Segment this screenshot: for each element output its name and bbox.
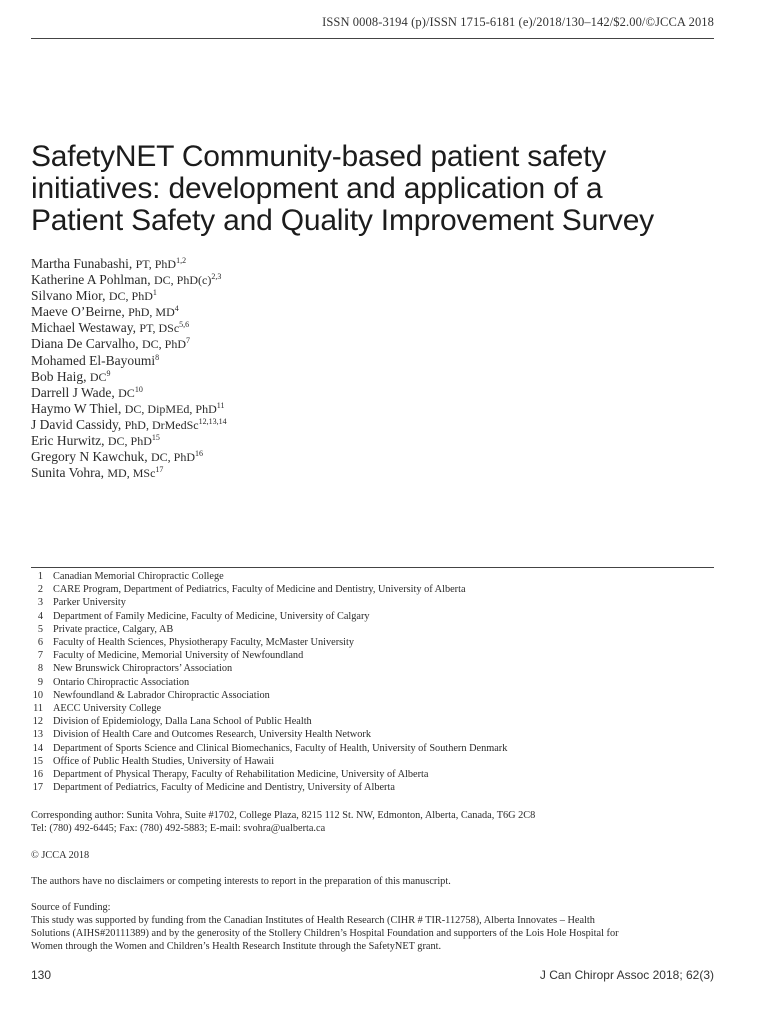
affiliation-number: 7 bbox=[37, 650, 43, 662]
affiliation-entry bbox=[31, 596, 507, 609]
affiliation-number: 4 bbox=[37, 610, 43, 622]
affiliation-number: 8 bbox=[37, 663, 43, 675]
affiliation-number: 13 bbox=[32, 729, 43, 741]
affiliation-text: Canadian Memorial Chiropractic College bbox=[53, 571, 224, 582]
author-affiliation-marker: 15 bbox=[151, 433, 160, 443]
author-entry: Katherine A Pohlman, DC, $PhD(c)^{2,3}$ bbox=[31, 272, 222, 288]
author-affiliation-marker: 1,2 bbox=[176, 256, 187, 265]
author-name: Diana De Carvalho bbox=[31, 336, 136, 352]
affiliation-entry bbox=[31, 768, 507, 781]
author-name: Eric Hurwitz bbox=[31, 433, 102, 449]
author-name: J David Cassidy bbox=[31, 416, 118, 432]
author-entry: Maeve O’Beirne, PhD, $MD^4$ bbox=[31, 304, 179, 320]
author-degrees: DC bbox=[89, 369, 107, 384]
affiliation-text: Department of Physical Therapy, Faculty of Rehabilitation Medicine, University of Alberta bbox=[53, 769, 429, 781]
affiliation-text: New Brunswick Chiropractors’ Association bbox=[53, 663, 233, 675]
author-affiliation-marker: 11 bbox=[216, 400, 225, 410]
author-degrees: PT, PhD bbox=[135, 257, 177, 271]
issn-header: ISSN 0008-3194 (p)/ISSN 1715-6181 (e)/2018/130–142/$2.00/©JCCA 2018 bbox=[322, 15, 714, 29]
funding-heading: Source of Funding: bbox=[31, 902, 111, 913]
affiliation-number: 16 bbox=[32, 769, 43, 781]
author-affiliation-marker: 4 bbox=[174, 304, 179, 314]
author-affiliation-marker: 12,13,14 bbox=[198, 416, 227, 426]
affiliation-number: 14 bbox=[32, 742, 43, 754]
affiliation-number: 5 bbox=[37, 623, 43, 635]
author-degrees: DC, PhD bbox=[108, 289, 153, 304]
disclaimer-statement: The authors have no disclaimers or competing interests to report in the preparation of this manuscript. bbox=[31, 876, 451, 887]
author-degrees: DC, PhD bbox=[150, 450, 195, 465]
corresponding-author bbox=[31, 809, 701, 835]
author-entry: Gregory N Kawchuk, DC, PhD$^{16}$ bbox=[31, 449, 203, 465]
page-number: 130 bbox=[31, 968, 52, 982]
author-affiliation-marker: 17 bbox=[155, 465, 164, 475]
correspondence-address: Corresponding author: Sunita Vohra, Suite #1702, College Plaza, 8215 112 St. NW, Edmonton, Alberta, Canada, T6G 2C8 bbox=[31, 810, 536, 821]
affiliation-number: 9 bbox=[37, 676, 43, 688]
author-name: Katherine A Pohlman bbox=[31, 272, 148, 288]
affiliation-entry bbox=[31, 781, 507, 794]
article-title bbox=[31, 141, 731, 237]
affiliation-entry bbox=[31, 702, 507, 715]
journal-citation: J Can Chiropr Assoc 2018; 62(3) bbox=[539, 968, 714, 982]
affiliation-text: Faculty of Medicine, Memorial University of Newfoundland bbox=[53, 650, 304, 662]
author-affiliation-marker: 9 bbox=[106, 368, 111, 378]
affiliation-number: 12 bbox=[32, 716, 43, 728]
affiliation-entry bbox=[31, 662, 507, 675]
author-name: Darrell J Wade bbox=[31, 384, 112, 400]
affiliation-text: Newfoundland & Labrador Chiropractic Association bbox=[53, 689, 270, 701]
author-degrees: DC, PhD bbox=[107, 434, 152, 449]
affiliation-number: 2 bbox=[37, 584, 43, 596]
affiliation-text: Faculty of Health Sciences, Physiotherapy Faculty, McMaster University bbox=[53, 637, 355, 649]
affiliation-number: 3 bbox=[37, 597, 43, 609]
author-name: Mohamed El-Bayoumi bbox=[31, 352, 156, 368]
affiliation-text: Ontario Chiropractic Association bbox=[53, 676, 190, 688]
title-line: Patient Safety and Quality Improvement Survey bbox=[31, 204, 654, 237]
affiliation-entry bbox=[31, 649, 507, 662]
affiliation-text: Private practice, Calgary, AB bbox=[53, 623, 174, 635]
author-affiliation-marker: 5,6 bbox=[179, 320, 190, 330]
author-degrees: DC, PhD bbox=[141, 337, 186, 352]
author-affiliation-marker: 7 bbox=[185, 336, 190, 346]
author-degrees: DC bbox=[118, 385, 135, 400]
affiliation-text: CARE Program, Department of Pediatrics, Faculty of Medicine and Dentistry, University of Alberta bbox=[53, 584, 466, 596]
affiliation-entry bbox=[31, 610, 507, 623]
affiliation-number: 11 bbox=[33, 703, 43, 715]
funding-line: This study was supported by funding from the Canadian Institutes of Health Research (CIHR # TIR-112758), Alberta Innovates – Health bbox=[31, 915, 595, 926]
author-degrees: MD, MSc bbox=[107, 466, 156, 481]
affiliation-entry bbox=[31, 636, 507, 649]
title-line: SafetyNET Community-based patient safety bbox=[31, 140, 607, 173]
author-entry: Sunita Vohra, MD, MSc$^{17}$ bbox=[31, 465, 164, 481]
affiliation-entry bbox=[31, 728, 507, 741]
affiliation-entry bbox=[31, 570, 507, 583]
author-name: Bob Haig bbox=[31, 368, 84, 384]
author-name: Gregory N Kawchuk bbox=[31, 449, 145, 465]
affiliation-text: Department of Pediatrics, Faculty of Medicine and Dentistry, University of Alberta bbox=[53, 782, 395, 794]
affiliation-text: Division of Epidemiology, Dalla Lana School of Public Health bbox=[53, 716, 312, 728]
author-entry: Diana De Carvalho, DC, PhD$^7$ bbox=[31, 336, 190, 352]
author-list bbox=[31, 256, 227, 481]
author-entry: Eric Hurwitz, DC, PhD$^{15}$ bbox=[31, 433, 160, 449]
affiliation-entry bbox=[31, 676, 507, 689]
author-entry: Bob Haig, $DC^9$ bbox=[31, 368, 111, 384]
author-name: Maeve O’Beirne bbox=[31, 304, 122, 320]
affiliation-entry bbox=[31, 755, 507, 768]
author-entry: Martha Funabashi, PT, PhD$^{1,2}$ bbox=[31, 256, 187, 271]
author-entry: Michael Westaway, PT, DSc$^{5,6}$ bbox=[31, 320, 190, 336]
header-rule bbox=[31, 38, 714, 39]
affiliation-entry bbox=[31, 689, 507, 702]
author-entry: Haymo W Thiel, DC, DipMEd, PhD$^{11}$ bbox=[31, 400, 225, 416]
correspondence-contact: Tel: (780) 492-6445; Fax: (780) 492-5883; E-mail: svohra@ualberta.ca bbox=[31, 823, 326, 834]
affiliation-number: 15 bbox=[32, 755, 43, 767]
affiliation-number: 17 bbox=[32, 782, 43, 794]
affiliation-number: 6 bbox=[37, 637, 43, 649]
author-affiliation-marker: 16 bbox=[194, 449, 203, 459]
affiliation-entry bbox=[31, 742, 507, 755]
author-degrees: DC, DipMEd, PhD bbox=[124, 401, 217, 416]
author-affiliation-marker: 1 bbox=[152, 288, 157, 298]
author-name: Sunita Vohra bbox=[31, 465, 101, 481]
author-degrees: PhD, MD bbox=[128, 305, 175, 320]
copyright-notice: © JCCA 2018 bbox=[31, 850, 90, 861]
author-affiliation-marker: 8 bbox=[155, 352, 160, 362]
affiliation-text: Division of Health Care and Outcomes Research, University Health Network bbox=[53, 729, 371, 741]
funding-line: Solutions (AIHS#20111389) and by the generosity of the Stollery Children’s Hospital Foundation and supporters of the Lois Hole Hospital for bbox=[31, 928, 619, 939]
affiliation-number: 1 bbox=[37, 571, 43, 582]
author-entry: Darrell J Wade, DC$^{10}$ bbox=[31, 384, 143, 400]
affiliation-text: Parker University bbox=[53, 597, 126, 609]
funding-line: Women through the Women and Children’s Health Research Institute through the SafetyNET grant. bbox=[31, 941, 442, 952]
affiliation-entry bbox=[31, 583, 507, 596]
author-name: Silvano Mior bbox=[31, 288, 103, 304]
author-name: Martha Funabashi bbox=[31, 256, 129, 271]
affiliation-text: Office of Public Health Studies, University of Hawaii bbox=[53, 755, 275, 767]
author-name: Michael Westaway bbox=[31, 320, 133, 336]
affiliation-entry bbox=[31, 623, 507, 636]
affiliation-text: AECC University College bbox=[53, 703, 162, 715]
author-degrees: PhD, DrMedSc bbox=[124, 417, 199, 432]
affiliation-text: Department of Sports Science and Clinical Biomechanics, Faculty of Health, University of Southern Denmark bbox=[53, 742, 508, 754]
funding-section bbox=[31, 901, 701, 953]
author-name: Haymo W Thiel bbox=[31, 400, 118, 416]
author-degrees: PT, DSc bbox=[139, 321, 180, 336]
affiliation-list bbox=[31, 570, 507, 794]
author-affiliation-marker: 10 bbox=[134, 384, 143, 394]
author-affiliation-marker: 2,3 bbox=[211, 272, 222, 282]
affiliation-text: Department of Family Medicine, Faculty of Medicine, University of Calgary bbox=[53, 610, 370, 622]
affiliations-rule bbox=[31, 567, 714, 568]
author-entry bbox=[31, 353, 227, 369]
affiliation-number: 10 bbox=[32, 689, 43, 701]
author-entry: J David Cassidy, PhD, DrMedSc$^{12,13,14}$ bbox=[31, 416, 227, 432]
author-entry: Silvano Mior, DC, PhD$^1$ bbox=[31, 288, 157, 304]
title-line: initiatives: development and application of a bbox=[31, 172, 603, 205]
author-degrees: DC, PhD(c) bbox=[153, 273, 212, 288]
affiliation-entry bbox=[31, 715, 507, 728]
